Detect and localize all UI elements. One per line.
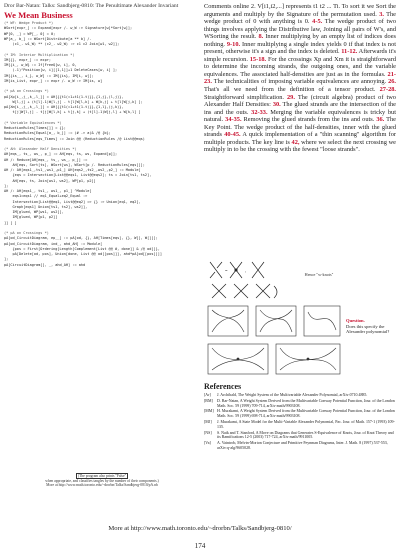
running-head: Dror Bar-Natan: Talks: Sandbjerg-0810: The Penultimate Alexander Invariant bbox=[4, 3, 179, 9]
comment-text: The Key Point. The wedge product of the half-densities, inner with the glued strands bbox=[204, 116, 396, 139]
comment-text: Straightforward simplification. bbox=[204, 93, 287, 101]
comment-text: where we select the next crossing we multiply in to be the crossing with the fewest "loose strands". bbox=[204, 138, 396, 154]
comment-text: The wedge product of two things involves applying the Distributive law, Joining all pairs of W's, and WSorting the result. bbox=[204, 18, 396, 41]
code-line: (* AH: Alexander Half Densities *) bbox=[4, 147, 77, 151]
reference-key: [BM] bbox=[204, 397, 213, 403]
comment-line-number: 36. bbox=[376, 116, 385, 124]
code-line: eqs1=eqs1 // eq1_Equal+eq2_Equal :> bbox=[4, 194, 88, 199]
code-line: pA[od_CircuitDiagram, ind_, ahd_AH] := Module[ bbox=[4, 241, 103, 246]
code-line: (c1_. w1_W) ** (c2_. w2_W) :> c1 c2 Join[w1, w2]]; bbox=[4, 42, 120, 46]
comment-text: The (circuit algebra) product of two Alexander Half Densities: bbox=[204, 93, 396, 109]
question-box bbox=[346, 318, 396, 378]
code-line: AH /: Reduce[AH[eqs_, ts_, ws_, p_]] := bbox=[4, 157, 88, 162]
comment-text: The wedge product of 0 with anything is 0. bbox=[204, 10, 396, 26]
reference-text: H. Murakami, A Weight System Derived from the Multivariable Conway Potential Function, Jour. of the London Math. Soc. 59 (1999) 698-714, arXiv:math/9903108. bbox=[217, 408, 395, 419]
comment-text: The glued strands are the intersection of the ins and the outs. bbox=[204, 101, 396, 116]
code-line: pA[Xm[i_,j_,k_,l_]] = AH[{{t1(=1+t1(1-t)}},{1,l},(j,k)}, bbox=[4, 105, 124, 109]
code-line: WP[0, _] = WP[_, 0] = 0; bbox=[4, 31, 56, 36]
code-line: pA[Xp[i_,j_,k_,l_]] = AH[{{t1(=1+t1(1-t)}},{1,j},(l,j)}, bbox=[4, 94, 124, 99]
reference-key: [MM] bbox=[204, 408, 214, 414]
code-line: {eqs = Intersection[List@@eqs1, List@@eqs2]; ts = Join[ts1, ts2], bbox=[4, 173, 152, 178]
comment-text: Merging the variable equivalences is tricky but natural. bbox=[204, 108, 396, 124]
reference-text: J. Archibald, The Weight System of the Multivariable Alexander Polynomial, arXiv:0710.4885. bbox=[217, 393, 368, 397]
reference-item bbox=[204, 409, 396, 418]
comment-line-number: 42, bbox=[291, 138, 300, 146]
reference-text: S. Naik and T. Stanford, A Move on Diagrams that Generates S-Equivalence of Knots, Jour. of Knot Theory and its Ramifications 12-5 (2003) 717-724, arXiv:math/9911005. bbox=[217, 429, 394, 440]
code-line: IM[is_List, expr_] := expr /. w_W :> IM[is, w] bbox=[4, 78, 103, 83]
code-line: AH[eqs, Sort[ts], WSort[ws], WSort[p /. ReductionRules[eqs]]]; bbox=[4, 162, 145, 167]
more-at-link[interactable]: More at http://www.math.toronto.edu/~drorbn/Talks/Sandbjerg-0810/ bbox=[108, 525, 292, 532]
prose-intro: Comments online 2. V[i1,i2,...] represents bbox=[204, 3, 312, 10]
code-line: (* IM: Interior Multiplication *) bbox=[4, 52, 75, 57]
comment-line-number: 15-18. bbox=[249, 55, 267, 63]
reference-item bbox=[204, 431, 396, 440]
svg-text:,: , bbox=[245, 268, 247, 273]
reference-item bbox=[204, 441, 396, 450]
tangle-composition-diagram bbox=[204, 302, 344, 378]
comment-text: Removing the glued strands from the ins and outs. bbox=[241, 116, 377, 124]
code-line: IM[glued, WP[ws1, ws2]], bbox=[4, 210, 64, 214]
reference-item bbox=[204, 393, 396, 398]
reference-key: [NS] bbox=[204, 429, 212, 435]
reference-item bbox=[204, 420, 396, 429]
comment-text: Inner multiplying by an empty list of indices does nothing. bbox=[204, 33, 396, 48]
code-line: AH /: AH[eqs1_,ts1_,ws1_,p1_] AH[eqs2_,ts2_,ws2_,p2_] := Module[ bbox=[4, 168, 141, 172]
comment-line-number: 3. bbox=[379, 10, 384, 18]
comment-text: Inner multiplying a single index yields 0 if that index is not present, otherwise it's a sign and the index is deleted. bbox=[204, 40, 396, 56]
comment-line-number: 29. bbox=[287, 93, 295, 101]
question-body: Does this specify the Alexander polynomial? bbox=[346, 323, 390, 334]
comment-line-number: 4-5. bbox=[312, 18, 323, 26]
code-line: ]; bbox=[4, 257, 9, 262]
references-heading: References bbox=[204, 382, 242, 391]
code-line: IM[{is__, i_}, w_W] := IM[{is}, IM[i, w]]; bbox=[4, 73, 94, 78]
code-line: ReductionRules[eqs_Times] := Join @@ (ReductionRules /@ List@@eqs) bbox=[4, 136, 145, 141]
code-line: W[l,j] + (t[l]-1)W[l,j] - t[l]W[l,k] + W[k,j] + t[l]W[j,k] ]; bbox=[4, 99, 143, 104]
figure-label-w-knots: Hence "w-knots" bbox=[304, 272, 334, 277]
comment-line-number: 32-33. bbox=[251, 108, 268, 116]
svg-text:=: = bbox=[225, 268, 228, 273]
reference-text: J. Murakami, A State Model for the Multi-Variable Alexander Polynomial, Pac. Jour. of Math. 157-1 (1993) 109-135. bbox=[217, 419, 395, 429]
comment-line-number: 30. bbox=[272, 101, 281, 109]
comment-text: The technicalities of imposing variable equivalences are annoying. bbox=[211, 78, 389, 86]
page-number: 174 bbox=[194, 542, 206, 550]
program-note-link[interactable]: More at http://www.math.toronto.edu/~drorbn/Talks/Sandbjerg-0810/pA.nb bbox=[46, 483, 158, 488]
program-note bbox=[4, 474, 200, 488]
reference-item bbox=[204, 399, 396, 408]
reference-key: [MJ] bbox=[204, 419, 212, 425]
question-heading: Question. bbox=[346, 318, 365, 323]
code-line: (* WF: Wedge Product *) bbox=[4, 21, 54, 25]
comment-text: For the crossings Xp and Xm it is straightforward to determine the incoming strands, the outgoing ones, and the variable equivalences. The associated half-densities are just as in the formulas. bbox=[204, 55, 396, 78]
code-line: ]] ] ] bbox=[4, 220, 17, 225]
code-line: (-1)^Position[w, i][[1,1]]+1 DeleteCases[w, i] ]; bbox=[4, 68, 118, 73]
code-line: ]; bbox=[4, 183, 9, 188]
comment-line-number: 21-23. bbox=[204, 70, 396, 86]
figure-area bbox=[204, 258, 396, 380]
comments-prose bbox=[204, 3, 396, 256]
code-line: (* pA on Crossings *) bbox=[4, 231, 49, 235]
code-line: pA[CircuitDiagram[], _, ahd_AH] := ahd bbox=[4, 262, 86, 267]
mathematica-code-listing bbox=[4, 21, 200, 474]
code-line: Intersection[List@@eq1, List@@eq2] => {} :> Union[eq1, eq2], bbox=[4, 199, 141, 204]
comment-line-number: 8. bbox=[258, 33, 264, 41]
code-line: IM[{}, expr_] := expr; bbox=[4, 57, 51, 62]
reference-text: D. Bar-Natan, A Weight System Derived from the Multivariable Conway Potential Function, Jour. of the London Math. Soc. 59 (1999) 709-714, arXiv:math/9903108. bbox=[217, 397, 395, 408]
comment-text: That's all we need from the definition of a tensor product. bbox=[204, 86, 380, 94]
code-line: AH[eqs, ts, Join[ws1, ws2], WP[p1, p2]] bbox=[4, 178, 96, 183]
code-line: (* Variable Equivalences *) bbox=[4, 120, 62, 125]
comment-line-number: 27-28. bbox=[379, 86, 396, 94]
comment-line-number: 34-35. bbox=[225, 116, 242, 124]
code-line: AH[eqs_, ts_, ws_, p_] := AH[eqs, ts, ws, Expand[p]]; bbox=[4, 152, 118, 157]
code-line: t[j]W[l,j] - t[j]W[l,k] + t[j,k] + (t[l]-1)W[j,l] + W[k,l] ] bbox=[4, 110, 141, 115]
comment-line-number: 9-10. bbox=[226, 40, 241, 48]
code-line: ReductionRules[Equal[a_, b_]] := (# -> a)& /@ {b}; bbox=[4, 131, 111, 136]
code-line: {pos = First[Ordering[Length[Complement[List @@ #, done]] & /@ od]]}, bbox=[4, 246, 160, 251]
code-line: (* pA on Crossings *) bbox=[4, 89, 49, 94]
reference-key: [Ar] bbox=[204, 393, 211, 397]
comment-line-number: 40-45. bbox=[224, 131, 241, 139]
comment-line-number: 11-12. bbox=[341, 48, 358, 56]
reference-text: A. Vaintrob, Melvin-Morton Conjecture and Primitive Feynman Diagrams, Inter. J. Math. 8 (1997) 537-553, arXiv:q-alg/9605028. bbox=[217, 440, 388, 450]
code-line: pA[Delete[od, pos], Union[done, List @@ od[[pos]]], ahd*pA[od[[pos]]]] bbox=[4, 252, 163, 256]
comment-text: A quick implementation of a "thin scanning" algorithm for multiple products. The key line is bbox=[204, 131, 396, 146]
code-line: IM[{i_, w_W} := If[FreeQ[w, i], 0, bbox=[4, 63, 77, 67]
comment-text: Afterwards it's simple recursion. bbox=[204, 48, 396, 63]
comment-text: t1 t2 ... Ti. To sort it we Sort the arguments and multiply by the Signature of the permutation used. bbox=[204, 3, 396, 18]
code-line: AH /: AH[eqs1_, ts1_, ws1_, p1_] ^Module[ bbox=[4, 189, 92, 193]
comment-line-number: 26. bbox=[388, 78, 396, 86]
code-line: Graph[eqs1] Union[ts1, ts2], ws2]], bbox=[4, 204, 88, 209]
program-note-boxed: (The program also prints "False" bbox=[77, 474, 127, 478]
code-line: WSort[expr_] := Expand[expr /. w_W :> Signature[w]*Sort[w]]; bbox=[4, 26, 133, 31]
crossing-diagram-small bbox=[204, 258, 290, 302]
code-line: WP[a_, b_] := WSort[Distribute[a ** b] /. bbox=[4, 36, 92, 41]
section-title: We Mean Business bbox=[4, 10, 73, 20]
code-line: ReductionRules[Times[]] = {}; bbox=[4, 126, 66, 130]
reference-list bbox=[204, 393, 396, 483]
program-note-line2: when appropriate, and classifies tangles by the number of their components.) bbox=[45, 478, 159, 483]
code-line: pA[od_CircuitDiagram, ep__] := pA[od, {}, AH[Times[eqs], {}, W[], W[]]]; bbox=[4, 236, 158, 241]
reference-key: [Va] bbox=[204, 440, 211, 446]
code-line: IM[glued, WP[p1, p2]] bbox=[4, 215, 58, 220]
